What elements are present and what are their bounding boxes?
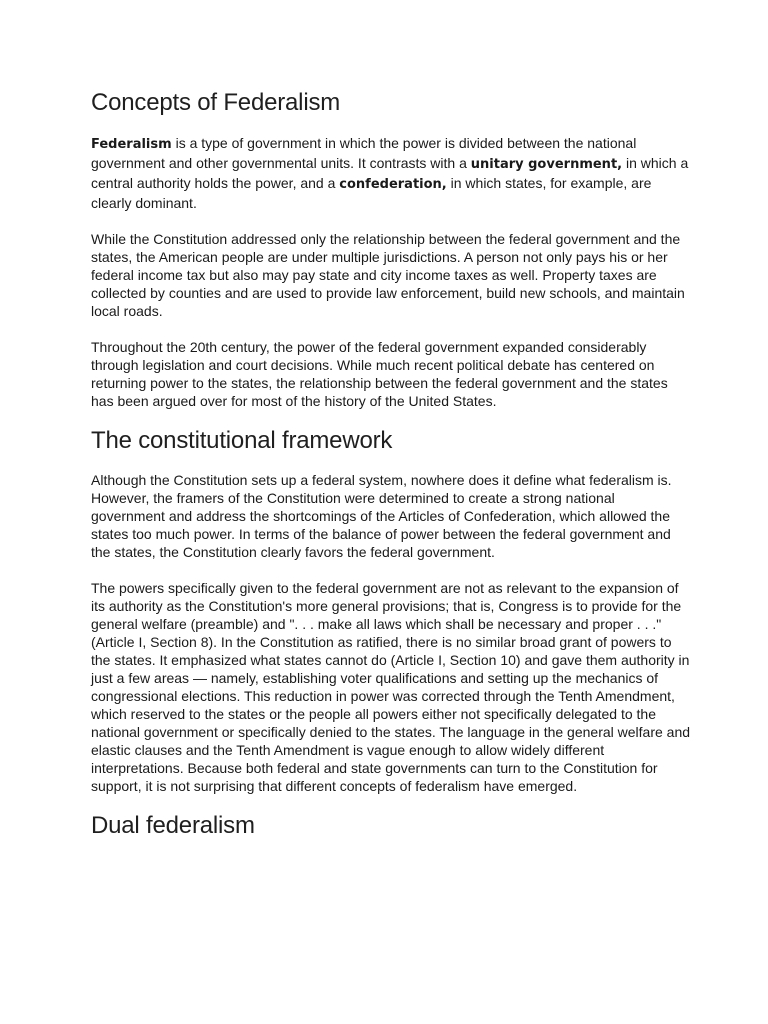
heading-dual-federalism: Dual federalism	[91, 812, 255, 839]
heading-concepts-of-federalism: Concepts of Federalism	[91, 89, 341, 116]
definition-text-a: is a type of government in which the power is divided between the national government and other governmental units. It contrasts with a	[91, 135, 637, 171]
paragraph-federalism-definition	[91, 134, 691, 212]
paragraph-jurisdictions: While the Constitution addressed only the relationship between the federal government and the states, the American people are under multiple jurisdictions. A person not only pays his or her federal income tax but also may pay state and city income taxes as well. Property taxes are collected by counties and are used to provide law enforcement, build new schools, and maintain local roads.	[91, 231, 685, 319]
definition-text-c: in which states, for example, are clearly dominant.	[91, 175, 652, 211]
heading-constitutional-framework: The constitutional framework	[91, 427, 393, 454]
term-confederation: confederation,	[339, 177, 447, 192]
paragraph-powers: The powers specifically given to the federal government are not as relevant to the expansion of its authority as the Constitution's more general provisions; that is, Congress is to provide for the general welfare (preamble) and ". . . make all laws which shall be necessary and proper . . ." (Article I, Section 8). In the Constitution as ratified, there is no similar broad grant of powers to the states. It emphasized what states cannot do (Article I, Section 10) and gave them authority in just a few areas — namely, establishing voter qualifications and setting up the mechanics of congressional elections. This reduction in power was corrected through the Tenth Amendment, which reserved to the states or the people all powers either not specifically delegated to the national government or specifically denied to the states. The language in the general welfare and elastic clauses and the Tenth Amendment is vague enough to allow widely different interpretations. Because both federal and state governments can turn to the Constitution for support, it is not surprising that different concepts of federalism have emerged.	[91, 580, 691, 794]
paragraph-federal-system: Although the Constitution sets up a federal system, nowhere does it define what federalism is. However, the framers of the Constitution were determined to create a strong national government and address the shortcomings of the Articles of Confederation, which allowed the states too much power. In terms of the balance of power between the federal government and the states, the Constitution clearly favors the federal government.	[91, 472, 672, 560]
definition-text-b: in which a central authority holds the power, and a	[91, 155, 689, 191]
paragraph-20th-century: Throughout the 20th century, the power of the federal government expanded considerably through legislation and court decisions. While much recent political debate has centered on returning power to the states, the relationship between the federal government and the states has been argued over for most of the history of the United States.	[91, 339, 668, 409]
term-unitary-government: unitary government,	[470, 157, 623, 172]
term-federalism: Federalism	[91, 137, 172, 152]
document-page	[91, 88, 691, 841]
